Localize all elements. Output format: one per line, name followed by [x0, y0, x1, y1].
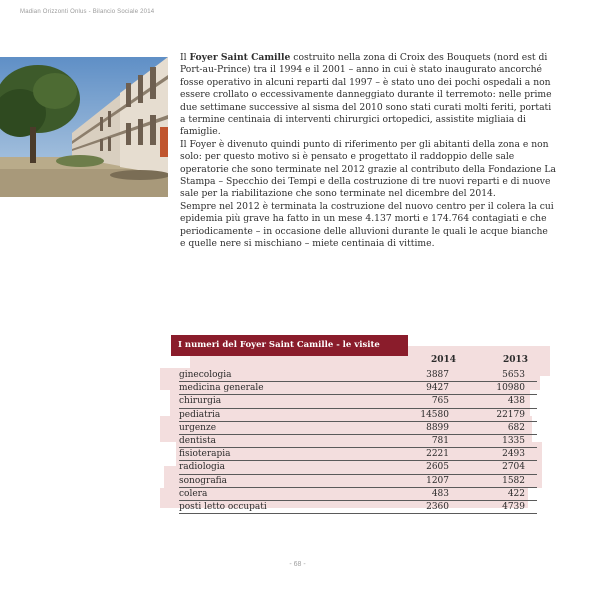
paragraph-3: Sempre nel 2012 è terminata la costruzione del nuovo centro per il colera la cui epidemia più grave ha fatto in un mese 4.137 morti e 174.764 contagiati e che periodicamente – in occasione delle alluvioni durante le quali le acque bianche e quelle nere si mischiano – miete centinaia di vittime.	[180, 200, 554, 250]
value-2013: 682	[507, 422, 525, 433]
value-2014: 2360	[426, 501, 449, 512]
intro-prefix: Il	[180, 52, 190, 63]
value-2014: 765	[431, 396, 449, 407]
row-label: medicina generale	[179, 383, 264, 394]
value-2013: 10980	[496, 383, 525, 394]
value-2014: 2605	[426, 462, 449, 473]
table-row	[179, 501, 537, 514]
row-label: colera	[179, 488, 208, 499]
table-row	[179, 461, 537, 474]
table-row	[179, 369, 537, 382]
paragraph-2: Il Foyer è divenuto quindi punto di riferimento per gli abitanti della zona e non solo: per questo motivo si è pensato e progettato il raddoppio delle sale operatorie che sono terminate nel 2012 grazie al contributo della Fondazione La Stampa – Specchio dei Tempi e della costruzione di tre nuovi reparti e di nuove sale per la riabilitazione che sono terminate nel dicembre del 2014.	[180, 138, 557, 200]
value-2014: 9427	[426, 383, 449, 394]
table-row	[179, 409, 537, 422]
row-label: fisioterapia	[179, 449, 231, 460]
value-2014: 14580	[420, 409, 449, 420]
value-2013: 4739	[502, 501, 525, 512]
value-2013: 5653	[502, 370, 525, 380]
value-2014: 8899	[426, 422, 449, 433]
running-header: Madian Orizzonti Onlus - Bilancio Sociale 2014	[20, 9, 155, 15]
visits-table	[160, 332, 550, 512]
col-2013: 2013	[503, 355, 529, 365]
value-2014: 781	[431, 435, 449, 446]
table-row	[179, 435, 537, 448]
value-2013: 2704	[502, 462, 525, 473]
intro-rest: costruito nella zona di Croix des Bouquets (nord est di Port-au-Prince) tra il 1994 e il 2001 – anno in cui è stato inaugurato ancorché fosse operativo in alcuni reparti dal 1997 – è stato uno dei pochi ospedali a non essere crollato o eccessivamente danneggiato durante il terremoto: nelle prime due settimane successive al sisma del 2010 sono stati curati molti feriti, portati a termine centinaia di interventi chirurgici ortopedici, assistite migliaia di famiglie.	[180, 52, 552, 138]
col-2014: 2014	[431, 355, 457, 365]
paragraph-intro	[180, 52, 556, 139]
page-number: - 68 -	[289, 561, 306, 568]
table-row	[179, 395, 537, 408]
value-2013: 1335	[502, 435, 525, 446]
row-label: ginecologia	[179, 370, 232, 380]
value-2013: 22179	[496, 409, 525, 420]
row-label: pediatria	[179, 409, 221, 420]
table-title: I numeri del Foyer Saint Camille - le visite	[171, 335, 408, 356]
row-label: dentista	[179, 435, 216, 446]
row-label: sonografia	[179, 475, 228, 486]
table-row	[179, 422, 537, 435]
row-label: posti letto occupati	[179, 501, 267, 512]
value-2014: 3887	[426, 370, 449, 380]
table-row	[179, 475, 537, 488]
table-row	[179, 488, 537, 501]
value-2014: 2221	[426, 449, 449, 460]
value-2014: 483	[431, 488, 449, 499]
row-label: chirurgia	[179, 396, 222, 407]
hospital-photo	[0, 57, 168, 197]
article-text	[180, 52, 556, 251]
table-row	[179, 448, 537, 461]
table-body	[160, 369, 550, 514]
table-row	[179, 382, 537, 395]
value-2013: 438	[507, 396, 525, 407]
table-header	[160, 355, 550, 369]
row-label: urgenze	[179, 422, 217, 433]
value-2013: 422	[507, 488, 525, 499]
value-2014: 1207	[426, 475, 449, 486]
row-label: radiologia	[179, 462, 226, 473]
intro-bold: Foyer Saint Camille	[189, 52, 291, 63]
value-2013: 1582	[502, 475, 525, 486]
value-2013: 2493	[502, 449, 525, 460]
